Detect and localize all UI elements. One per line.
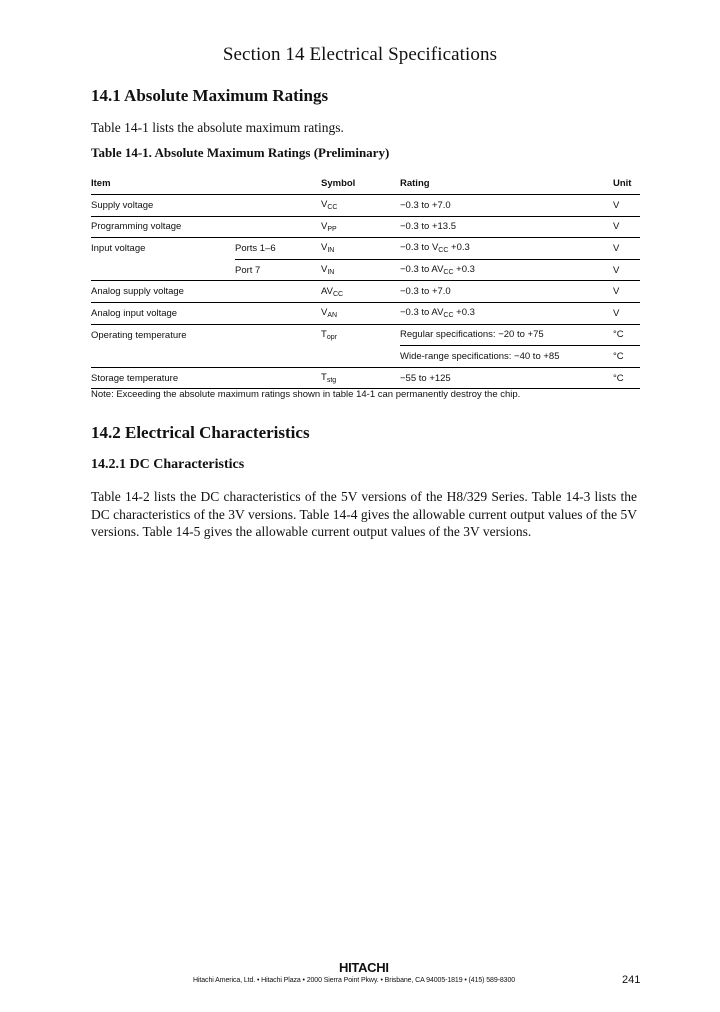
- table-note: Note: Exceeding the absolute maximum ratings shown in table 14-1 can permanently destroy the chip.: [91, 389, 521, 400]
- symbol-subscript: opr: [326, 334, 337, 342]
- symbol-main: AV: [321, 285, 333, 297]
- cell-rating: [400, 259, 613, 281]
- table-row: [91, 259, 640, 281]
- rating-suffix: +0.3: [453, 264, 475, 276]
- table-row: [91, 216, 640, 238]
- absolute-maximum-ratings-table: [91, 172, 640, 389]
- page-number: 241: [622, 974, 641, 986]
- rating-prefix: −0.3 to AV: [400, 307, 444, 319]
- cell-sub: [235, 302, 321, 324]
- symbol-subscript: stg: [326, 377, 337, 385]
- table-row: [91, 281, 640, 303]
- symbol-subscript: CC: [332, 290, 344, 298]
- cell-unit: °C: [613, 346, 640, 368]
- rating-prefix: −0.3 to AV: [400, 264, 444, 276]
- cell-unit: V: [613, 302, 640, 324]
- section-title: Section 14 Electrical Specifications: [222, 44, 498, 65]
- cell-item: Supply voltage: [91, 195, 235, 217]
- cell-item: Analog supply voltage: [91, 281, 235, 303]
- table-caption: Table 14-1. Absolute Maximum Ratings (Preliminary): [91, 145, 390, 160]
- symbol-main: V: [321, 264, 328, 276]
- footer-address: Hitachi America, Ltd. • Hitachi Plaza • 2000 Sierra Point Pkwy. • Brisbane, CA 94005-1819 • (415) 589-8300: [193, 977, 516, 984]
- cell-item: Analog input voltage: [91, 302, 235, 324]
- symbol-subscript: PP: [327, 225, 337, 233]
- table-row: [91, 195, 640, 217]
- cell-unit: V: [613, 195, 640, 217]
- cell-unit: V: [613, 238, 640, 260]
- cell-item: Storage temperature: [91, 367, 235, 389]
- cell-item: [91, 346, 235, 368]
- cell-symbol: [321, 281, 400, 303]
- symbol-main: T: [321, 329, 327, 341]
- cell-sub: Ports 1–6: [235, 238, 321, 260]
- cell-rating: −0.3 to +13.5: [400, 216, 613, 238]
- symbol-main: V: [321, 307, 328, 319]
- cell-symbol: [321, 324, 400, 346]
- cell-unit: V: [613, 216, 640, 238]
- cell-sub: [235, 324, 321, 346]
- hitachi-logo: HITACHI: [339, 960, 389, 975]
- cell-symbol: [321, 195, 400, 217]
- intro-paragraph: Table 14-1 lists the absolute maximum ratings.: [91, 120, 344, 135]
- cell-item: Operating temperature: [91, 329, 187, 341]
- table-row: [91, 302, 640, 324]
- symbol-main: V: [321, 242, 328, 254]
- table-row: [91, 367, 640, 389]
- cell-symbol: [321, 259, 400, 281]
- rating-suffix: +0.3: [453, 307, 475, 319]
- cell-rating: [400, 302, 613, 324]
- cell-item: Programming voltage: [91, 216, 235, 238]
- cell-sub: [235, 216, 321, 238]
- symbol-subscript: IN: [327, 247, 335, 255]
- symbol-main: V: [321, 220, 328, 232]
- cell-unit: °C: [613, 324, 640, 346]
- symbol-main: V: [321, 199, 328, 211]
- cell-symbol: [321, 346, 400, 368]
- header-unit: Unit: [613, 172, 640, 195]
- rating-subscript: CC: [438, 247, 449, 255]
- symbol-main: T: [321, 372, 327, 384]
- table-row: [91, 238, 640, 260]
- header-item: Item: [91, 172, 321, 195]
- cell-rating: −55 to +125: [400, 367, 613, 389]
- cell-symbol: [321, 216, 400, 238]
- table-row: [91, 346, 640, 368]
- cell-unit: °C: [613, 367, 640, 389]
- cell-rating: [400, 238, 613, 260]
- heading-14-1: 14.1 Absolute Maximum Ratings: [91, 86, 329, 105]
- header-symbol: Symbol: [321, 172, 400, 195]
- rating-prefix: −0.3 to V: [400, 242, 439, 254]
- cell-symbol: [321, 367, 400, 389]
- table-row: [91, 324, 640, 346]
- cell-rating: Regular specifications: −20 to +75: [400, 324, 613, 346]
- cell-symbol: [321, 238, 400, 260]
- symbol-subscript: IN: [327, 269, 335, 277]
- cell-rating: −0.3 to +7.0: [400, 195, 613, 217]
- header-rating: Rating: [400, 172, 613, 195]
- heading-14-2-1: 14.2.1 DC Characteristics: [91, 457, 245, 472]
- rating-suffix: +0.3: [448, 242, 470, 254]
- rating-subscript: CC: [443, 312, 454, 320]
- cell-sub: [235, 195, 321, 217]
- cell-symbol: [321, 302, 400, 324]
- symbol-subscript: AN: [327, 312, 338, 320]
- table-header-row: [91, 172, 640, 195]
- dc-characteristics-paragraph: Table 14-2 lists the DC characteristics of the 5V versions of the H8/329 Series. Table 14-3 lists the DC characteristics of the 3V versions. Table 14-4 gives the allowable current output values of the 5V versions. Table 14-5 gives the allowable current output values of the 3V versions.: [91, 489, 637, 539]
- cell-unit: V: [613, 281, 640, 303]
- cell-sub: [235, 346, 321, 368]
- cell-item: Input voltage: [91, 243, 146, 255]
- rating-subscript: CC: [443, 269, 454, 277]
- cell-sub: Port 7: [235, 259, 321, 281]
- cell-rating: −0.3 to +7.0: [400, 281, 613, 303]
- heading-14-2: 14.2 Electrical Characteristics: [91, 423, 310, 442]
- cell-sub: [235, 281, 321, 303]
- symbol-subscript: CC: [327, 204, 338, 212]
- cell-item: [91, 259, 235, 281]
- cell-unit: V: [613, 259, 640, 281]
- cell-rating: Wide-range specifications: −40 to +85: [400, 346, 613, 368]
- cell-sub: [235, 367, 321, 389]
